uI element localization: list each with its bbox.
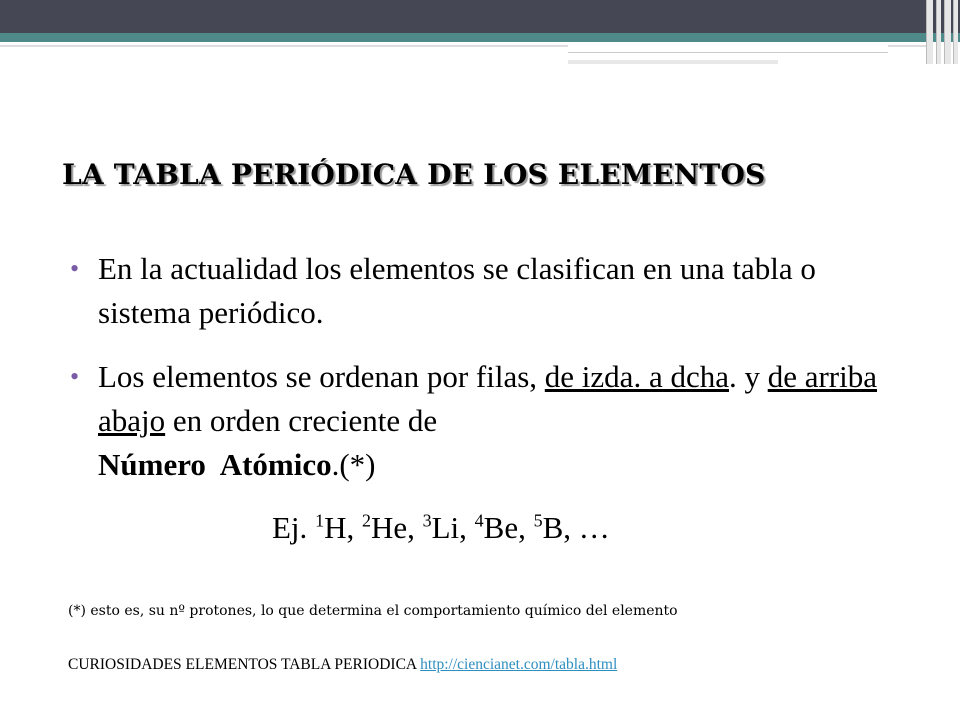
header-band [0,0,960,33]
bullet-text-part: .(*) [331,447,376,482]
atomic-number: 1 [315,510,325,531]
curiosidades-line [68,656,617,674]
bullet-text-part: en orden creciente de [165,403,438,438]
footnote: (*) esto es, su nº protones, lo que determina el comportamiento químico del elemento [68,603,678,619]
element-symbol: H [324,510,347,545]
atomic-number: 4 [474,510,484,531]
slide-title: LA TABLA PERIÓDICA DE LOS ELEMENTOS [62,158,766,191]
curiosidades-link[interactable]: http://ciencianet.com/tabla.html [420,656,618,673]
curiosidades-label: CURIOSIDADES ELEMENTOS TABLA PERIODICA [68,656,421,673]
atomic-number: 5 [533,510,543,531]
underlined-text: de arriba abajo [98,359,878,438]
bullet-icon: • [70,254,80,283]
decorative-bar [953,0,958,64]
bullet-item [70,355,890,487]
element-symbol: B [542,510,564,545]
bullet-text-part: . y [728,359,768,394]
example-prefix: Ej. [272,510,316,545]
element-symbol: Be [483,510,519,545]
atomic-number: 2 [361,510,371,531]
bullet-text: En la actualidad los elementos se clasifican en una tabla o sistema periódico. [98,251,816,330]
atomic-number: 3 [422,510,432,531]
bullet-text-part: Los elementos se ordenan por filas, [98,359,545,394]
header-divider [568,60,778,64]
example-suffix: , … [563,510,610,545]
bold-text: Número Atómico [98,447,332,482]
element-symbol: He [370,510,408,545]
bullet-icon: • [70,362,80,391]
header-divider [568,42,888,53]
example-line: Ej. $^1$H, $^2$He, $^3$Li, $^4$Be, $^5$B, … [272,510,610,545]
underlined-text: de izda. a dcha [544,359,729,394]
decorative-bar [926,0,933,64]
bullet-list [70,247,890,507]
element-symbol: Li [431,510,460,545]
bullet-item [70,247,890,335]
decorative-bar [944,0,951,64]
header-stripe [0,33,960,42]
decorative-bar [936,0,941,64]
